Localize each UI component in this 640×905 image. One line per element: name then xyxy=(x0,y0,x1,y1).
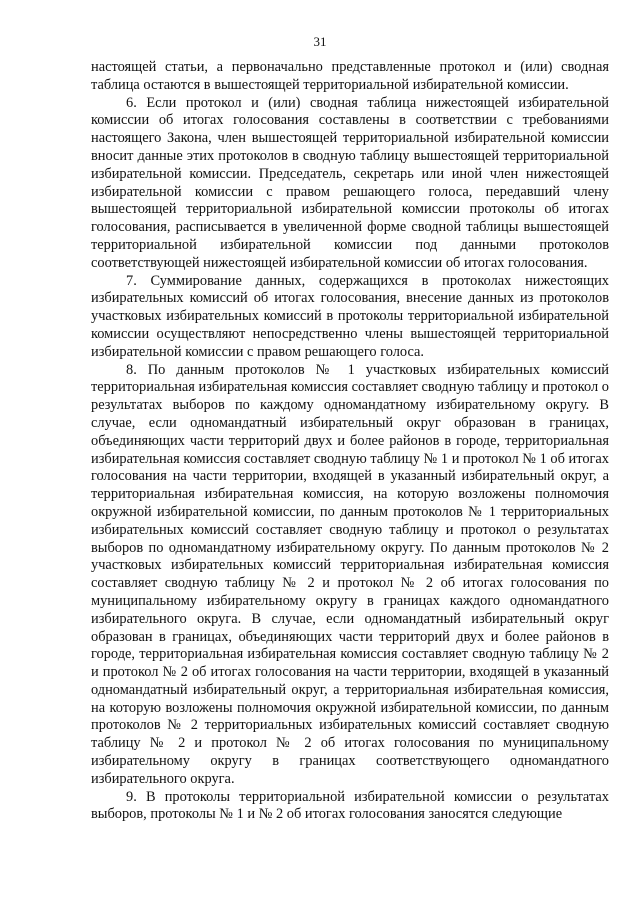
page-number: 31 xyxy=(313,34,327,49)
document-body xyxy=(91,59,609,824)
paragraph-item-7: 7. Суммирование данных, содержащихся в протоколах нижестоящих избирательных комиссий об итогах голосования, внесение данных из протоколов участковых избирательных комиссий в протоколы территориальной избирательной комиссии осуществляют непосредственно члены вышестоящей территориальной избирательной комиссии с правом решающего голоса. xyxy=(91,272,609,360)
paragraph-item-8: 8. По данным протоколов № 1 участковых избирательных комиссий территориальная избирательная комиссия составляет сводную таблицу и протокол о результатах выборов по каждому одномандатному избирательному округу. В случае, если одномандатный избирательный округ образован в границах, объединяющих части территорий двух и более районов в городе, территориальная избирательная комиссия составляет сводную таблицу № 1 и протокол № 1 об итогах голосования на части территории, входящей в указанный избирательный округ, а территориальная избирательная комиссия, на которую возложены полномочия окружной избирательной комиссии, по данным протоколов № 1 территориальных избирательных комиссий составляет сводную таблицу и протокол о результатах выборов по одномандатному избирательному округу. По данным протоколов № 2 участковых избирательных комиссий территориальная избирательная комиссия составляет сводную таблицу № 2 и протокол № 2 об итогах голосования по муниципальному избирательному округу в границах каждого одномандатного избирательного округа. В случае, если одномандатный избирательный округ образован в границах, объединяющих части территорий двух и более районов в городе, территориальная избирательная комиссия составляет сводную таблицу № 2 и протокол № 2 об итогах голосования на части территории, входящей в указанный одномандатный избирательный округ, а территориальная избирательная комиссия, на которую возложены полномочия окружной избирательной комиссии, по данным протоколов № 2 территориальных избирательных комиссий составляет сводную таблицу № 2 и протокол № 2 об итогах голосования по муниципальному избирательному округу в границах соответствующего одномандатного избирательного округа. xyxy=(91,361,609,787)
paragraph-item-6: 6. Если протокол и (или) сводная таблица нижестоящей избирательной комиссии об итогах голосования составлены в соответствии с требованиями настоящего Закона, член вышестоящей территориальной избирательной комиссии вносит данные этих протоколов в сводную таблицу вышестоящей территориальной избирательной комиссии. Председатель, секретарь или иной член нижестоящей избирательной комиссии с правом решающего голоса, передавший члену вышестоящей территориальной избирательной комиссии протоколы об итогах голосования, расписывается в увеличенной форме сводной таблицы вышестоящей территориальной избирательной комиссии под данными протоколов соответствующей нижестоящей избирательной комиссии об итогах голосования. xyxy=(91,94,609,271)
paragraph-item-9: 9. В протоколы территориальной избирательной комиссии о результатах выборов, протоколы № 1 и № 2 об итогах голосования заносятся следующие xyxy=(91,788,609,823)
paragraph-continuation: настоящей статьи, а первоначально представленные протокол и (или) сводная таблица остаются в вышестоящей территориальной избирательной комиссии. xyxy=(91,59,609,93)
